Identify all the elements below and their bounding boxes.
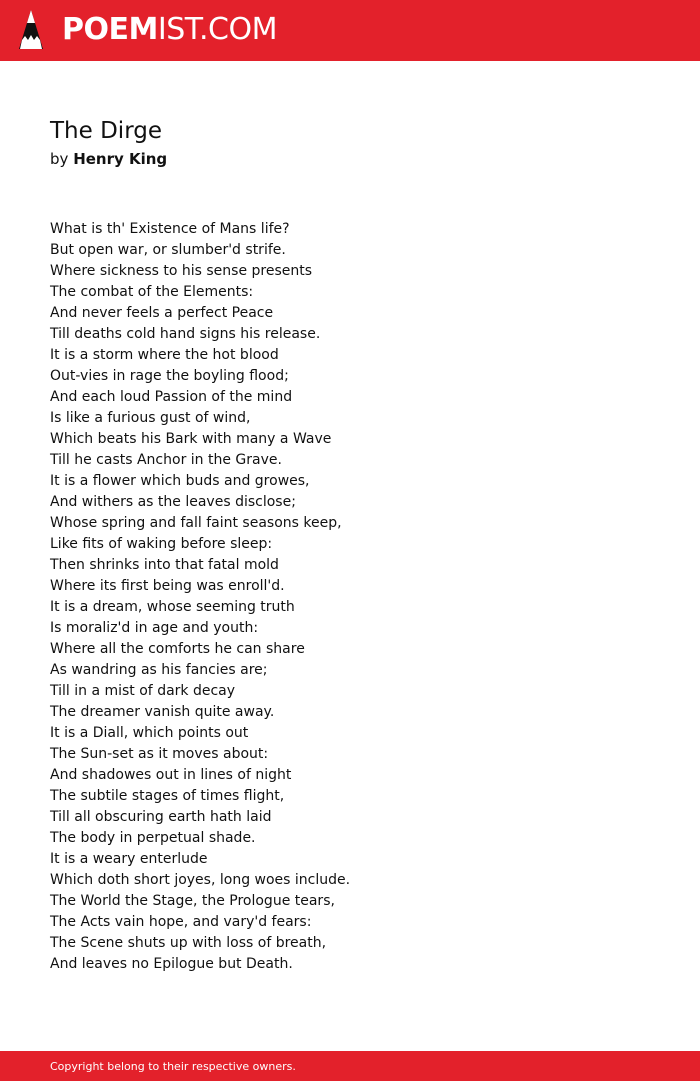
poem-line: Out-vies in rage the boyling flood; — [50, 368, 289, 384]
copyright-text: Copyright belong to their respective owners. — [50, 1060, 296, 1073]
poem-line: Till deaths cold hand signs his release. — [50, 326, 321, 342]
poem-line: The body in perpetual shade. — [50, 830, 256, 846]
poem-line: And withers as the leaves disclose; — [50, 494, 296, 510]
pencil-tip-icon[interactable] — [18, 9, 44, 51]
site-logo[interactable] — [62, 12, 277, 48]
poem-line: The Sun-set as it moves about: — [50, 746, 269, 762]
site-header — [0, 0, 700, 61]
poem-author: Henry King — [73, 150, 168, 168]
by-label: by — [50, 150, 69, 168]
poem-line: It is a storm where the hot blood — [50, 347, 279, 363]
poem-line: What is th' Existence of Mans life? — [50, 221, 290, 237]
poem-line: It is a weary enterlude — [50, 851, 208, 867]
poem-line: And each loud Passion of the mind — [50, 389, 293, 405]
poem-line: Where all the comforts he can share — [50, 641, 305, 657]
poem-line: Where sickness to his sense presents — [50, 263, 313, 279]
poem-line: And leaves no Epilogue but Death. — [50, 956, 293, 972]
logo-bold-text: POEM — [62, 12, 158, 47]
poem-line: It is a flower which buds and growes, — [50, 473, 310, 489]
poem-line: And never feels a perfect Peace — [50, 305, 274, 321]
poem-line: The Scene shuts up with loss of breath, — [50, 935, 327, 951]
poem-line: It is a Diall, which points out — [50, 725, 249, 741]
poem-line: The Acts vain hope, and vary'd fears: — [50, 914, 312, 930]
poem-title: The Dirge — [50, 118, 162, 144]
poem-line: Till in a mist of dark decay — [50, 683, 236, 699]
poem-body — [50, 219, 350, 975]
poem-line: Where its first being was enroll'd. — [50, 578, 285, 594]
poem-line: The dreamer vanish quite away. — [50, 704, 275, 720]
poem-line: Is like a furious gust of wind, — [50, 410, 251, 426]
logo-light-text: IST.COM — [157, 12, 277, 47]
poem-line: Is moraliz'd in age and youth: — [50, 620, 259, 636]
poem-line: Then shrinks into that fatal mold — [50, 557, 279, 573]
poem-line: Like fits of waking before sleep: — [50, 536, 273, 552]
poem-line: Till all obscuring earth hath laid — [50, 809, 272, 825]
poem-line: Whose spring and fall faint seasons keep, — [50, 515, 342, 531]
poem-line: Which doth short joyes, long woes include. — [50, 872, 351, 888]
poem-line: But open war, or slumber'd strife. — [50, 242, 286, 258]
poem-line: Which beats his Bark with many a Wave — [50, 431, 332, 447]
poem-line: It is a dream, whose seeming truth — [50, 599, 295, 615]
poem-line: The World the Stage, the Prologue tears, — [50, 893, 335, 909]
poem-line: As wandring as his fancies are; — [50, 662, 268, 678]
site-footer — [0, 1051, 700, 1081]
poem-line: The combat of the Elements: — [50, 284, 254, 300]
poem-line: And shadowes out in lines of night — [50, 767, 292, 783]
poem-line: Till he casts Anchor in the Grave. — [50, 452, 282, 468]
poem-line: The subtile stages of times flight, — [50, 788, 285, 804]
poem-byline — [50, 149, 167, 169]
